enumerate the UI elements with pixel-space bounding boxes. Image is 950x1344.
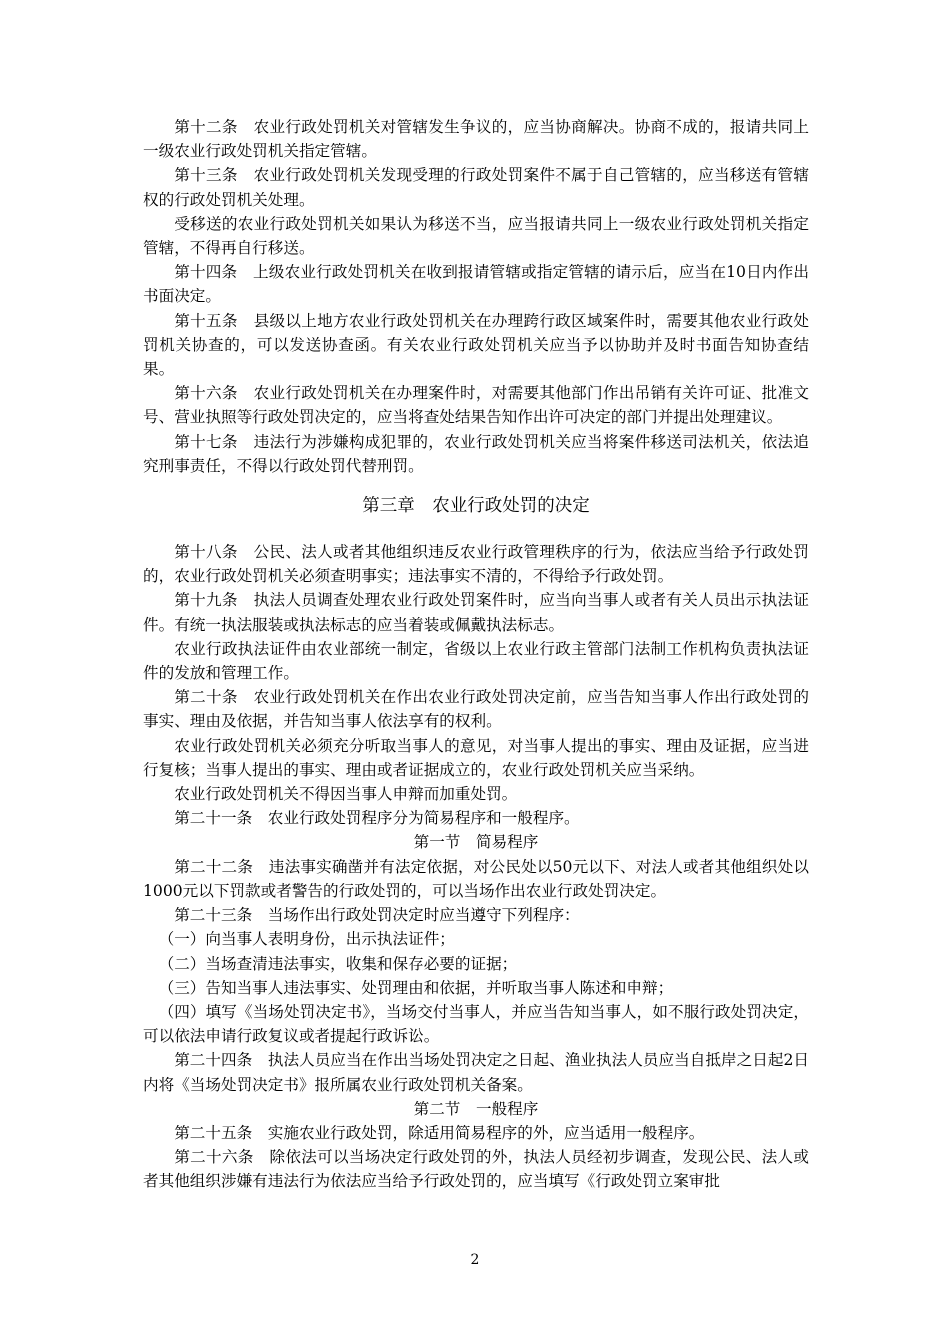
article-20: 第二十条 农业行政处罚机关在作出农业行政处罚决定前，应当告知当事人作出行政处罚的事实、理由及依据，并告知当事人依法享有的权利。: [143, 688, 809, 731]
article-23: 第二十三条 当场作出行政处罚决定时应当遵守下列程序：: [174, 906, 580, 925]
article-14: 第十四条 上级农业行政处罚机关在收到报请管辖或指定管辖的请示后，应当在10日内作出书面决定。: [143, 263, 809, 306]
article-13-clause: 受移送的农业行政处罚机关如果认为移送不当，应当报请共同上一级农业行政处罚机关指定管辖，不得再自行移送。: [143, 214, 809, 258]
article-18: 第十八条 公民、法人或者其他组织违反农业行政管理秩序的行为，依法应当给予行政处罚的，农业行政处罚机关必须查明事实；违法事实不清的，不得给予行政处罚。: [143, 543, 809, 586]
article-13: 第十三条 农业行政处罚机关发现受理的行政处罚案件不属于自己管辖的，应当移送有管辖权的行政处罚机关处理。: [143, 166, 809, 209]
list-item: （三）告知当事人违法事实、处罚理由和依据，并听取当事人陈述和申辩；: [158, 978, 674, 997]
list-item: （二）当场查清违法事实，收集和保存必要的证据；: [158, 954, 518, 973]
article-25: 第二十五条 实施农业行政处罚，除适用简易程序的外，应当适用一般程序。: [174, 1123, 705, 1142]
article-26: 第二十六条 除依法可以当场决定行政处罚的外，执法人员经初步调查，发现公民、法人或者其他组织涉嫌有违法行为依法应当给予行政处罚的，应当填写《行政处罚立案审批: [143, 1148, 809, 1191]
article-12: 第十二条 农业行政处罚机关对管辖发生争议的，应当协商解决。协商不成的，报请共同上一级农业行政处罚机关指定管辖。: [143, 118, 809, 161]
section-1-title: 第一节 简易程序: [413, 833, 539, 852]
chapter-title: 第三章 农业行政处罚的决定: [362, 496, 590, 517]
article-19-clause: 农业行政执法证件由农业部统一制定，省级以上农业行政主管部门法制工作机构负责执法证件的发放和管理工作。: [143, 639, 809, 683]
article-19: 第十九条 执法人员调查处理农业行政处罚案件时，应当向当事人或者有关人员出示执法证件。有统一执法服装或执法标志的应当着装或佩戴执法标志。: [143, 591, 809, 634]
article-16: 第十六条 农业行政处罚机关在办理案件时，对需要其他部门作出吊销有关许可证、批准文号、营业执照等行政处罚决定的，应当将查处结果告知作出许可决定的部门并提出处理建议。: [143, 384, 809, 427]
article-20-clause-2: 农业行政处罚机关必须充分听取当事人的意见，对当事人提出的事实、理由及证据，应当进行复核；当事人提出的事实、理由或者证据成立的，农业行政处罚机关应当采纳。: [143, 736, 809, 779]
list-item: （一）向当事人表明身份，出示执法证件；: [158, 930, 455, 949]
article-15: 第十五条 县级以上地方农业行政处罚机关在办理跨行政区域案件时，需要其他农业行政处罚机关协查的，可以发送协查函。有关农业行政处罚机关应当予以协助并及时书面告知协查结果。: [143, 311, 809, 379]
page-number: 2: [470, 1252, 480, 1268]
section-2-title: 第二节 一般程序: [413, 1099, 539, 1118]
document-page: [143, 115, 809, 1194]
article-21: 第二十一条 农业行政处罚程序分为简易程序和一般程序。: [174, 809, 580, 828]
article-20-clause-3: 农业行政处罚机关不得因当事人申辩而加重处罚。: [174, 785, 518, 804]
list-item: （四）填写《当场处罚决定书》，当场交付当事人，并应当告知当事人，如不服行政处罚决定，可以依法申请行政复议或者提起行政诉讼。: [143, 1002, 809, 1046]
article-24: 第二十四条 执法人员应当在作出当场处罚决定之日起、渔业执法人员应当自抵岸之日起2日内将《当场处罚决定书》报所属农业行政处罚机关备案。: [143, 1051, 809, 1094]
article-22: 第二十二条 违法事实确凿并有法定依据，对公民处以50元以下、对法人或者其他组织处以1000元以下罚款或者警告的行政处罚的，可以当场作出农业行政处罚决定。: [143, 857, 809, 900]
article-17: 第十七条 违法行为涉嫌构成犯罪的，农业行政处罚机关应当将案件移送司法机关，依法追究刑事责任，不得以行政处罚代替刑罚。: [143, 432, 809, 475]
